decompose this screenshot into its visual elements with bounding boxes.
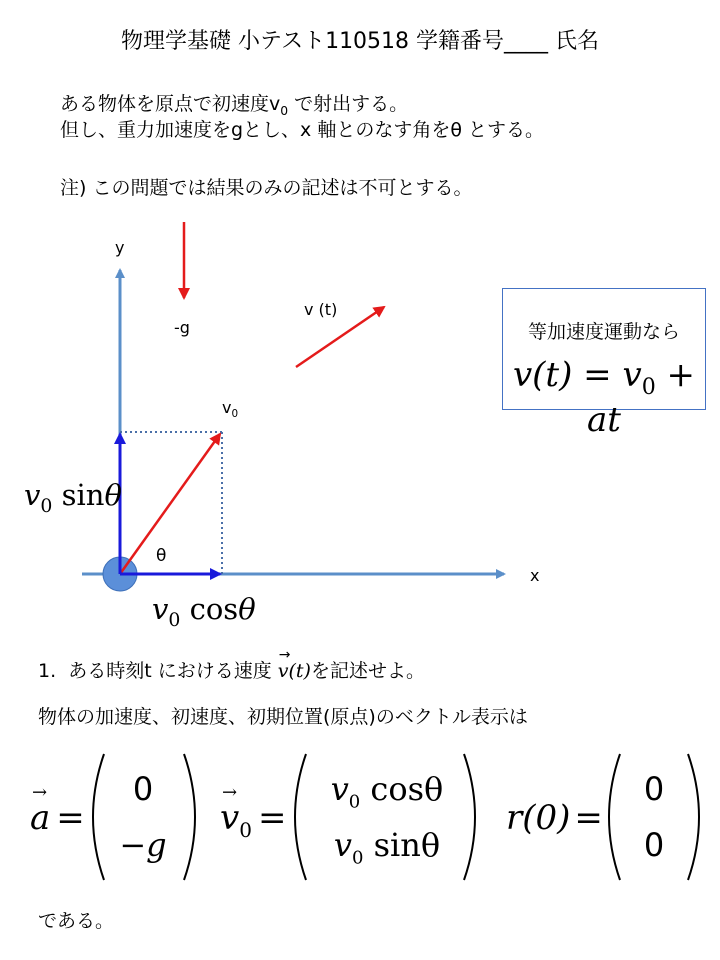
vector-v-t [277,647,311,682]
equals-sign-a: = [56,798,85,838]
v0-sin-v: v [333,826,352,864]
vx-cos: cos [180,592,239,626]
v0-vector-arrow [120,434,220,574]
x-axis-label: x [530,566,540,585]
vector-r0-value-2: 0 [643,826,665,864]
vx-subscript: 0 [168,609,181,631]
right-paren-v0 [460,752,480,882]
vector-v0-arrow-icon: → [222,782,238,803]
intro-line-1-pre: ある物体を原点で初速度v [60,93,281,115]
question-text-pre: ある時刻t における速度 [68,660,278,682]
box-label: 等加速度運動なら [527,321,680,343]
vy-v: v [24,478,41,512]
intro-v0-subscript: 0 [280,103,289,118]
vy-component-label [24,478,122,517]
velocity-t-label: v (t) [304,300,338,319]
vector-r0-value-1: 0 [643,770,665,808]
vy-sin: sin [52,478,105,512]
vector-r0-label [506,798,603,838]
right-paren-a [180,752,200,882]
intro-line-1-post: で射出する。 [288,93,409,115]
question-number: 1. [38,660,57,682]
angle-theta-label: θ [156,546,167,566]
vector-v0-subscript: 0 [239,817,252,842]
page-title: 物理学基礎 小テスト110518 学籍番号____ 氏名 [120,29,600,54]
vector-equations [0,752,720,892]
v0-cos-subscript: 0 [348,791,361,813]
equals-sign-r0: = [574,798,603,838]
v0-label-subscript: 0 [231,408,239,421]
vector-v0-label [220,782,287,842]
vector-a-label [30,782,85,838]
vector-r0-text: r(0) [506,798,571,838]
vector-a-arrow-icon: → [32,782,48,803]
vector-v0-value-2 [312,826,462,868]
left-paren-r0 [604,752,624,882]
vector-v-t-text: v(t) [277,660,311,682]
vector-a-letter: a [30,798,51,838]
vy-theta: θ [104,478,122,512]
vx-component-label [152,592,256,631]
v0-label [222,398,238,420]
box-formula-eq: = [572,355,623,395]
gravity-label: -g [174,318,190,337]
box-formula-lhs: v(t) [512,355,573,395]
v0-sin-term: sinθ [363,826,441,864]
y-axis-label: y [115,238,125,257]
box-formula [503,355,705,440]
vector-a-value-1: 0 [132,770,154,808]
vx-theta: θ [238,592,256,626]
intro-note: 注) この問題では結果のみの記述は不可とする。 [60,177,473,199]
v0-label-main: v [222,398,232,417]
vector-arrow-icon: → [278,647,291,663]
closing-text: である。 [38,910,115,932]
vector-v0-letter: v [220,798,240,838]
vx-v: v [152,592,169,626]
vector-intro: 物体の加速度、初速度、初期位置(原点)のベクトル表示は [38,706,528,728]
v0-cos-v: v [330,770,349,808]
left-paren-v0 [290,752,310,882]
intro-line-2: 但し、重力加速度をgとし、x 軸とのなす角をθ とする。 [60,119,545,141]
equals-sign-v0: = [257,798,287,838]
box-formula-subscript: 0 [641,373,656,400]
vector-a-value-2: −g [119,826,167,864]
vector-v0-value-1 [312,770,462,812]
box-formula-rest: + at [587,355,696,440]
uniform-acceleration-box [502,288,706,440]
question-text-post: を記述せよ。 [310,660,425,682]
right-paren-r0 [684,752,704,882]
question-1 [38,647,425,683]
vy-subscript: 0 [40,495,53,517]
v0-cos-term: cosθ [360,770,444,808]
left-paren-a [88,752,108,882]
box-formula-v: v [622,355,642,395]
v0-sin-subscript: 0 [351,847,364,869]
